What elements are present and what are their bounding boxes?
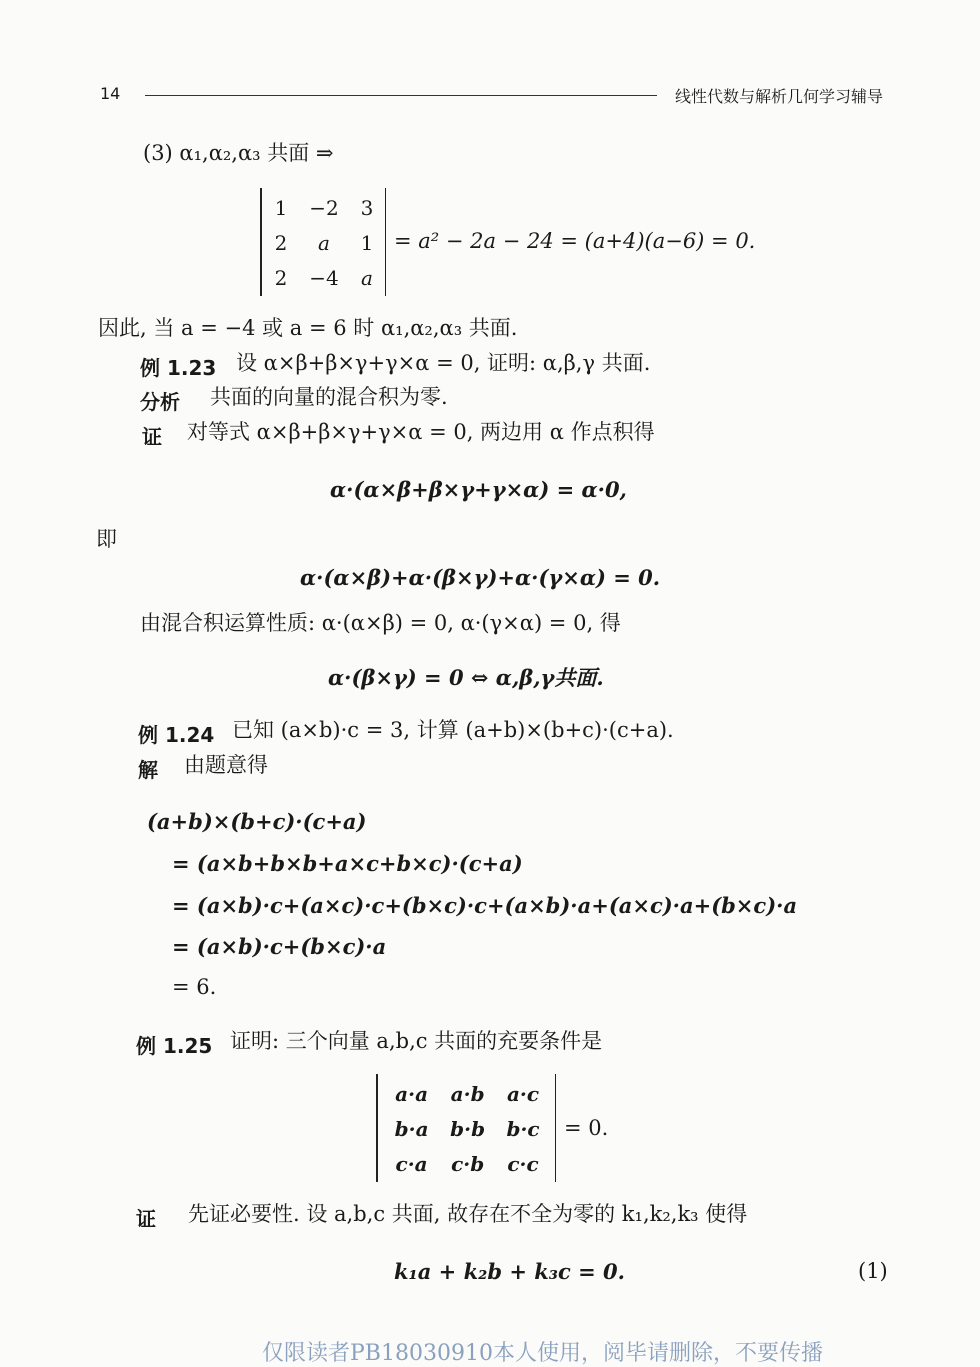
det-grid (268, 190, 380, 295)
ex124-solution: 由题意得 (184, 753, 268, 777)
det-cell: 1 (360, 230, 374, 255)
det-cell: −4 (309, 265, 339, 290)
ex124-line-1: = (a×b+b×b+a×c+b×c)·(c+a) (172, 851, 523, 876)
ex123-ji: 即 (96, 527, 117, 551)
ex124-label: 例 1.24 (138, 723, 215, 747)
ex123-statement: 设 α×β+β×γ+γ×α = 0, 证明: α,β,γ 共面. (236, 351, 651, 375)
ex123-proof-line: 对等式 α×β+β×γ+γ×α = 0, 两边用 α 作点积得 (187, 420, 655, 444)
ex123-eq3: α·(β×γ) = 0 ⇔ α,β,γ共面. (328, 665, 604, 690)
det-cell: 3 (360, 195, 374, 220)
det-cell: b·c (506, 1116, 540, 1141)
det-cell: c·b (451, 1151, 485, 1176)
ex123-analysis-label: 分析 (140, 390, 180, 414)
header-rule (145, 95, 657, 96)
ex125-label: 例 1.25 (136, 1034, 213, 1058)
ex125-statement: 证明: 三个向量 a,b,c 共面的充要条件是 (230, 1029, 603, 1053)
book-title: 线性代数与解析几何学习辅导 (675, 87, 884, 106)
ex123-mixed: 由混合积运算性质: α·(α×β) = 0, α·(γ×α) = 0, 得 (140, 611, 621, 635)
ex123-proof-label: 证 (142, 425, 162, 449)
ex124-line-3: = (a×b)·c+(b×c)·a (172, 934, 387, 959)
det-cell: 2 (274, 265, 288, 290)
det-cell: a·c (506, 1081, 540, 1106)
ex124-line-4: = 6. (172, 975, 217, 999)
ex124-statement: 已知 (a×b)·c = 3, 计算 (a+b)×(b+c)·(c+a). (232, 718, 674, 742)
part3-intro: (3) α₁,α₂,α₃ 共面 ⇒ (143, 141, 334, 165)
det-right-bar (555, 1074, 557, 1182)
det-cell: 1 (274, 195, 288, 220)
ex124-line-2: = (a×b)·c+(a×c)·c+(b×c)·c+(a×b)·a+(a×c)·a+(b×c)·a (172, 893, 798, 918)
det-left-bar (376, 1074, 378, 1182)
part3-determinant (258, 188, 388, 296)
det-cell: a (318, 230, 330, 255)
ex125-det-result: = 0. (564, 1116, 609, 1140)
ex125-proof-label: 证 (136, 1207, 156, 1231)
det-cell: −2 (309, 195, 339, 220)
det-grid (384, 1076, 550, 1181)
ex123-eq2: α·(α×β)+α·(β×γ)+α·(γ×α) = 0. (300, 565, 661, 590)
det-cell: 2 (274, 230, 288, 255)
ex124-line-0: (a+b)×(b+c)·(c+a) (147, 809, 367, 834)
det-cell: a·a (395, 1081, 429, 1106)
det-cell: b·b (450, 1116, 486, 1141)
ex123-analysis: 共面的向量的混合积为零. (210, 385, 448, 409)
watermark: 仅限读者PB18030910本人使用，阅毕请删除，不要传播 (262, 1341, 823, 1366)
ex125-proof: 先证必要性. 设 a,b,c 共面, 故存在不全为零的 k₁,k₂,k₃ 使得 (188, 1202, 748, 1226)
part3-conclusion: 因此, 当 a = −4 或 a = 6 时 α₁,α₂,α₃ 共面. (98, 316, 518, 340)
ex125-eq: k₁a + k₂b + k₃c = 0. (394, 1259, 625, 1284)
part3-det-result: = a² − 2a − 24 = (a+4)(a−6) = 0. (394, 229, 756, 253)
ex125-determinant (374, 1074, 558, 1182)
det-cell: c·c (507, 1151, 539, 1176)
det-cell: b·a (394, 1116, 429, 1141)
det-left-bar (260, 188, 262, 296)
page-number: 14 (100, 84, 121, 103)
det-cell: c·a (395, 1151, 428, 1176)
det-right-bar (385, 188, 387, 296)
ex125-eq-number: (1) (858, 1259, 888, 1283)
ex123-label: 例 1.23 (140, 356, 217, 380)
ex124-solution-label: 解 (138, 758, 158, 782)
det-cell: a (361, 265, 373, 290)
det-cell: a·b (450, 1081, 485, 1106)
ex123-eq1: α·(α×β+β×γ+γ×α) = α·0, (330, 477, 627, 502)
